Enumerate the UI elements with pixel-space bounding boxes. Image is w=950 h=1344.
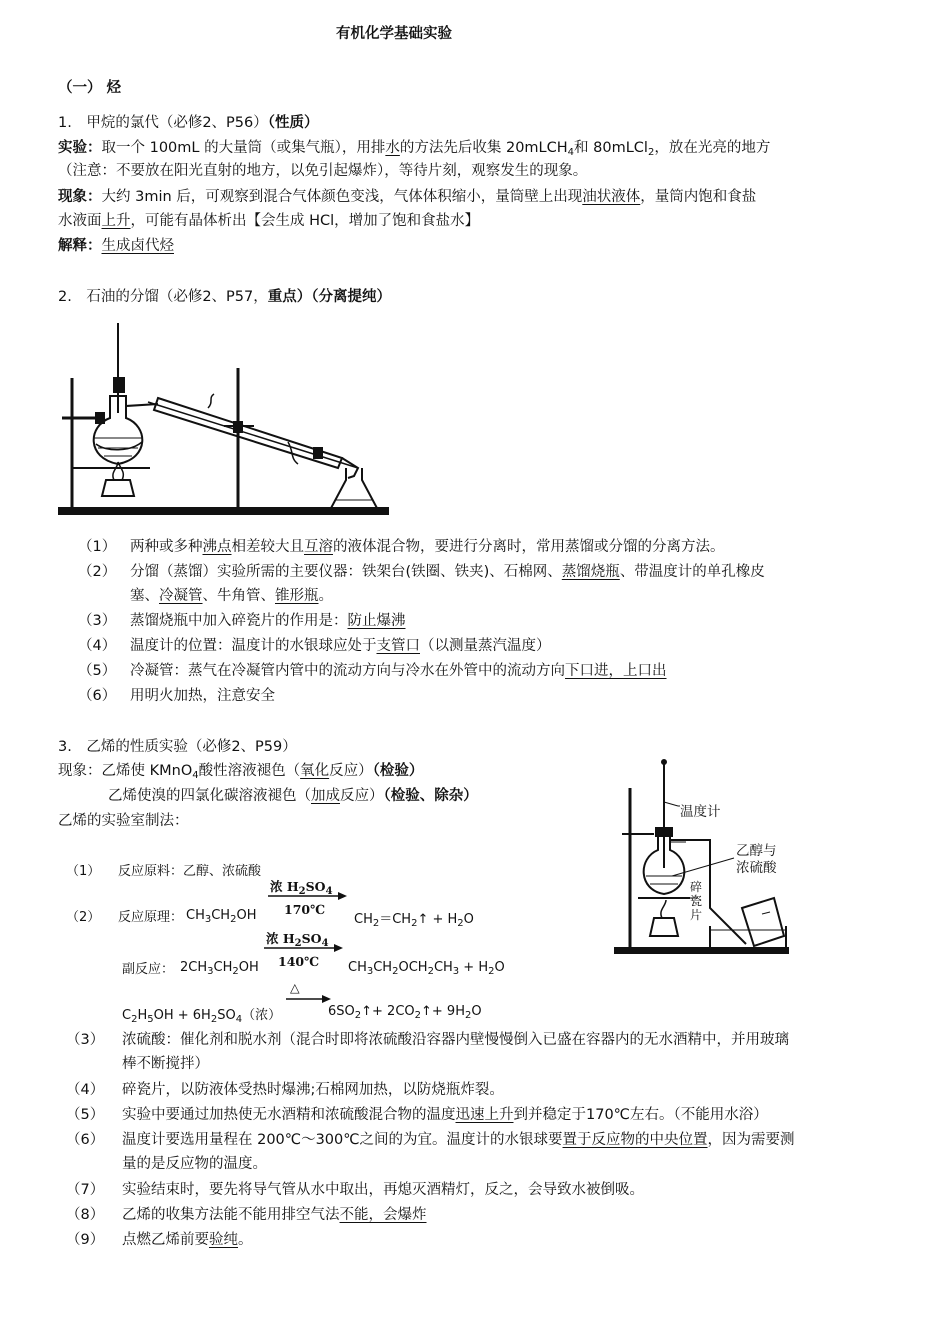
s2-item-3 <box>78 611 406 631</box>
answer-blank: 不能，会爆炸 <box>339 1207 427 1223</box>
s2-item-2-cont <box>78 586 333 606</box>
answer-blank: 沸点 <box>202 539 232 555</box>
text: 的方法先后收集 20mLCH <box>399 140 568 156</box>
s3-principle <box>66 908 183 928</box>
topic-3-title: 3. 乙烯的性质实验（必修2、P59） <box>58 739 297 755</box>
answer-blank: 水 <box>385 140 400 156</box>
experiment-line <box>58 138 770 158</box>
answer-blank: 互溶 <box>304 539 333 555</box>
s3-item-8 <box>66 1205 427 1225</box>
item-number: （6） <box>78 688 117 704</box>
tag: （检验、除杂） <box>383 788 478 804</box>
text: 2. 石油的分馏（必修2、P57， <box>58 289 268 305</box>
reaction-arrow <box>264 943 344 953</box>
section-heading: （一） 烃 <box>58 80 122 96</box>
s2-item-6 <box>78 686 275 706</box>
item-number: （3） <box>78 613 117 629</box>
item-number: （3） <box>66 1032 105 1048</box>
text: 取一个 100mL 的大量筒（或集气瓶），用排 <box>101 140 386 156</box>
equation-2-condition-bottom: 140℃ <box>278 954 320 969</box>
label-experiment: 实验： <box>58 140 102 156</box>
text: 相差较大且 <box>231 539 304 555</box>
subscript: 2 <box>647 147 655 158</box>
figure-label-chip-3: 片 <box>690 908 703 922</box>
equation-2-reactant: $2CH_3CH_2OH$ <box>180 960 259 977</box>
topic-2-title <box>58 287 391 307</box>
s3-lab-prep: 乙烯的实验室制法： <box>58 813 189 829</box>
figure-label-chip-1: 碎 <box>690 880 703 894</box>
text: 的液体混合物，要进行分离时，常用蒸馏或分馏的分离方法。 <box>333 539 725 555</box>
equation-3-product: $6SO_2↑+$ $2CO_2↑+ 9H_2O$ <box>328 1004 482 1021</box>
s3-item-3 <box>66 1030 789 1050</box>
label-phenomenon: 现象： <box>58 189 102 205</box>
item-number: （4） <box>66 1082 105 1098</box>
item-number: （2） <box>78 564 117 580</box>
s3-item-6 <box>66 1130 795 1150</box>
equation-1-product: $CH_2=CH_2↑ + H_2O$ <box>354 912 474 929</box>
s2-item-1 <box>78 537 725 557</box>
s3-item-4 <box>66 1080 504 1100</box>
text: 蒸馏烧瓶中加入碎瓷片的作用是： <box>130 613 348 629</box>
s3-item-7 <box>66 1180 644 1200</box>
text: 温度计的位置：温度计的水银球应处于 <box>130 638 377 654</box>
answer-blank: 冷凝管 <box>159 588 203 604</box>
text: 到并稳定于170℃左右。（不能用水浴） <box>513 1107 768 1123</box>
figure-label-chip-2: 瓷 <box>690 894 703 908</box>
text: 、带温度计的单孔橡皮 <box>619 564 765 580</box>
item-number: （2） <box>66 910 101 925</box>
item-number: （7） <box>66 1182 105 1198</box>
side-reaction-label: 副反应： <box>122 962 175 977</box>
item-number: （8） <box>66 1207 105 1223</box>
item-number: （1） <box>66 864 101 879</box>
answer-blank: 加成 <box>311 788 340 804</box>
topic-1-tag: （性质） <box>267 115 319 131</box>
s2-item-4 <box>78 636 551 656</box>
text: 实验结束时，要先将导气管从水中取出，再熄灭酒精灯，反之，会导致水被倒吸。 <box>122 1182 644 1198</box>
text: 点燃乙烯前要 <box>122 1232 209 1248</box>
equation-1-condition-bottom: 170℃ <box>284 902 326 917</box>
text: ，可能有晶体析出【会生成 HCl，增加了饱和食盐水】 <box>130 213 480 229</box>
s3-item-9 <box>66 1230 253 1250</box>
equation-3-reactant: $C_2H_5OH + 6H_2SO_4$（浓） <box>122 1008 282 1025</box>
answer-blank: 验纯 <box>209 1232 238 1248</box>
text: 反应） <box>329 763 373 779</box>
answer-blank: 蒸馏烧瓶 <box>561 564 620 580</box>
item-number: （4） <box>78 638 117 654</box>
item-number: （6） <box>66 1132 105 1148</box>
topic-2-tag: 重点）（分离提纯） <box>267 289 392 305</box>
equation-1-condition-top: 浓 $H_2SO_4$ <box>270 879 333 897</box>
label-explanation: 解释： <box>58 238 102 254</box>
text: 实验中要通过加热使无水酒精和浓硫酸混合物的温度 <box>122 1107 456 1123</box>
text: 量的是反应物的温度。 <box>122 1156 267 1172</box>
figure-label-mixture-1: 乙醇与 <box>736 843 777 859</box>
text: 酸性溶液褪色（ <box>198 763 301 779</box>
text: 反应原理： <box>118 910 184 925</box>
topic-1-text: 1. 甲烷的氯代（必修2、P56） <box>58 115 268 131</box>
text: 冷凝管：蒸气在冷凝管内管中的流动方向与冷水在外管中的流动方向 <box>130 663 565 679</box>
answer-blank: 上升 <box>101 213 131 229</box>
topic-1-title <box>58 113 319 133</box>
text: ，放在光亮的地方 <box>654 140 771 156</box>
answer-blank: 迅速上升 <box>455 1107 514 1123</box>
text: 现象：乙烯使 KMnO <box>58 763 193 779</box>
subscript: 4 <box>192 770 199 781</box>
text: 碎瓷片，以防液体受热时爆沸;石棉网加热，以防烧瓶炸裂。 <box>122 1082 504 1098</box>
text: 塞、 <box>130 588 159 604</box>
s3-item-6-cont <box>66 1154 267 1174</box>
explanation-line <box>58 236 174 256</box>
equation-2-condition-top: 浓 $H_2SO_4$ <box>266 931 329 949</box>
text: 大约 3min 后，可观察到混合气体颜色变浅，气体体积缩小，量筒壁上出现 <box>101 189 583 205</box>
answer-blank: 氧化 <box>300 763 330 779</box>
s3-phenomenon-1 <box>58 761 423 781</box>
text: ，因为需要测 <box>707 1132 795 1148</box>
text: 乙烯使溴的四氯化碳溶液褪色（ <box>108 788 311 804</box>
answer-blank: 锥形瓶 <box>275 588 319 604</box>
text: 浓硫酸：催化剂和脱水剂（混合时即将浓硫酸沿容器内壁慢慢倒入已盛在容器内的无水酒精中，并用玻璃 <box>122 1032 789 1048</box>
answer-blank: 支管口 <box>376 638 420 654</box>
text: 乙烯的收集方法能不能用排空气法 <box>122 1207 340 1223</box>
s3-phenomenon-2 <box>108 786 478 806</box>
text: 。 <box>238 1232 253 1248</box>
text: 。 <box>318 588 333 604</box>
distillation-apparatus-figure <box>58 318 390 520</box>
item-number: （9） <box>66 1232 105 1248</box>
text: ，量筒内饱和食盐 <box>640 189 757 205</box>
s2-item-2 <box>78 562 765 582</box>
figure-label-thermometer: 温度计 <box>680 804 721 820</box>
equation-2-product: $CH_3CH_2OCH_2CH_3 + H_2O$ <box>348 960 505 977</box>
text: 用明火加热，注意安全 <box>130 688 275 704</box>
answer-blank: 置于反应物的中央位置 <box>562 1132 708 1148</box>
text: 分馏（蒸馏）实验所需的主要仪器：铁架台(铁圈、铁夹)、石棉网、 <box>130 564 562 580</box>
text: 温度计要选用量程在 200℃～300℃之间的为宜。温度计的水银球要 <box>122 1132 563 1148</box>
text: 两种或多种 <box>130 539 203 555</box>
s2-item-5 <box>78 661 667 681</box>
text: 和 80mLCl <box>574 140 648 156</box>
item-number: （5） <box>66 1107 105 1123</box>
subscript: 4 <box>567 147 575 158</box>
experiment-line-2: （注意：不要放在阳光直射的地方，以免引起爆炸），等待片刻，观察发生的现象。 <box>58 163 588 179</box>
reaction-arrow <box>268 891 348 901</box>
answer-blank: 防止爆沸 <box>347 613 406 629</box>
tag: （检验） <box>372 763 424 779</box>
equation-1-reactant: $CH_3CH_2OH$ <box>186 908 257 925</box>
text: 水液面 <box>58 213 102 229</box>
s3-raw-materials <box>66 862 261 882</box>
answer-blank: 下口进，上口出 <box>565 663 667 679</box>
text: （以测量蒸汽温度） <box>420 638 551 654</box>
s3-item-5 <box>66 1105 768 1125</box>
text: 、牛角管、 <box>202 588 275 604</box>
figure-label-mixture-2: 浓硫酸 <box>736 860 777 876</box>
item-number: （5） <box>78 663 117 679</box>
s3-item-3-cont <box>66 1054 209 1074</box>
reaction-arrow <box>286 994 332 1004</box>
answer-blank: 油状液体 <box>582 189 641 205</box>
phenomenon-line <box>58 187 756 207</box>
equation-3-condition: △ <box>290 980 300 995</box>
page-title: 有机化学基础实验 <box>336 26 452 42</box>
phenomenon-line-2 <box>58 211 479 231</box>
text: 反应原料：乙醇、浓硫酸 <box>118 864 262 879</box>
text: 棒不断搅拌） <box>122 1056 209 1072</box>
text: 反应） <box>340 788 384 804</box>
item-number: （1） <box>78 539 117 555</box>
answer-blank: 生成卤代烃 <box>101 238 174 254</box>
